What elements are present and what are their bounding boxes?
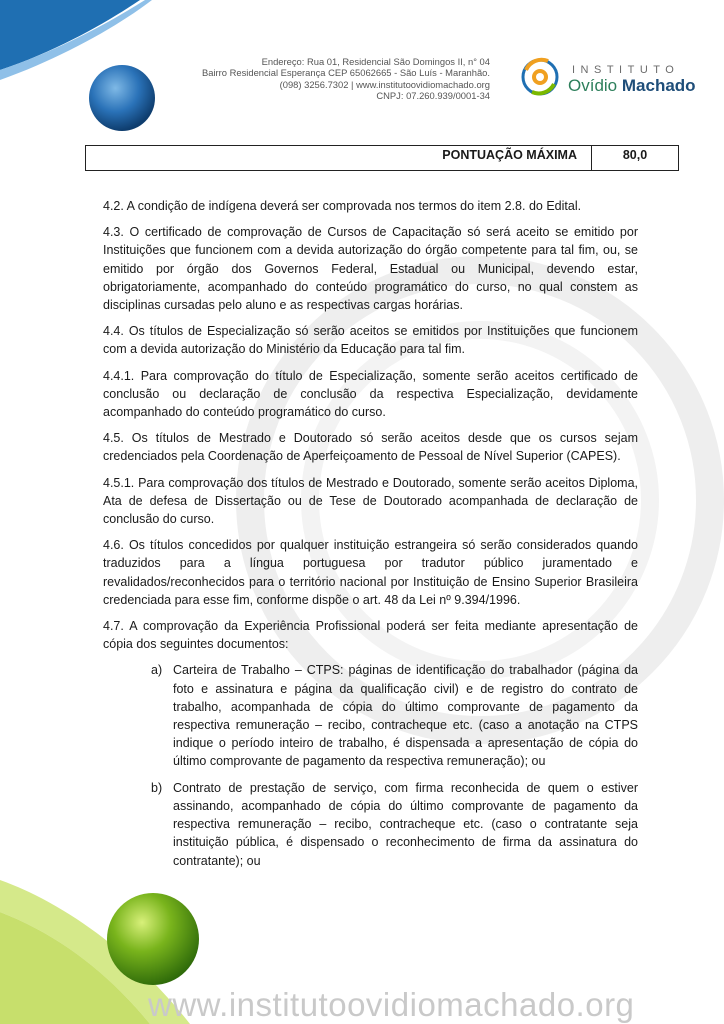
logo-name-regular: Ovídio [568,76,618,95]
green-orb [107,893,199,985]
score-value: 80,0 [591,146,678,170]
institute-logo [518,52,698,102]
address-line: Endereço: Rua 01, Residencial São Domingos II, n° 04 [261,56,490,67]
paragraph: 4.2. A condição de indígena deverá ser comprovada nos termos do item 2.8. do Edital. [103,199,582,213]
paragraph: 4.6. Os títulos concedidos por qualquer instituição estrangeira só serão considerados quando traduzidos para a língua portuguesa por tradutor público juramentado e revalidados/reconhecidos para o território nacional por Instituição de Ensino Superior Brasileira credenciada para esse fim, conforme dispõe o art. 48 da Lei nº 9.394/1996. [103,538,638,607]
document-body [103,197,638,878]
footer-watermark-url: www.institutoovidiomachado.org [148,986,635,1023]
paragraph: 4.7. A comprovação da Experiência Profissional poderá ser feita mediante apresentação de cópia dos seguintes documentos: [103,619,638,652]
paragraph: 4.5.1. Para comprovação dos títulos de Mestrado e Doutorado, somente serão aceitos Diploma, Ata de defesa de Dissertação ou de Tese de Doutorado acompanhada de declaração de conclusão do curso. [103,475,638,527]
list-item [151,779,638,870]
blue-orb [89,65,155,131]
paragraph: 4.5. Os títulos de Mestrado e Doutorado só serão aceitos desde que os cursos sejam credenciados pela Coordenação de Aperfeiçoamento de Pessoal de Nível Superior (CAPES). [103,431,638,464]
paragraph: 4.3. O certificado de comprovação de Cursos de Capacitação só será aceito se emitido por Instituições que funcionem com a devida autorização do órgão competente para tal fim, ou, se emitido por órgão dos Governos Federal, Estadual ou Municipal, devendo estar, obrigatoriamente, acompanhado do conteúdo programático do curso, no qual constem as disciplinas cursadas pelo aluno e as respectivas cargas horárias. [103,225,638,313]
list-text: Carteira de Trabalho – CTPS: páginas de identificação do trabalhador (página da foto e assinatura e página da qualificação civil) e de registro do contrato de trabalho, acompanhada de cópia do último comprovante de pagamento da respectiva remuneração – recibo, contracheque etc. (caso a anotação na CTPS indique o período inteiro de trabalho, é dispensada a apresentação de cópia do último comprovante de pagamento da respectiva remuneração); ou [173,663,638,769]
list-item [151,661,638,770]
address-line: (098) 3256.7302 | www.institutoovidiomachado.org [279,78,490,90]
list-marker: b) [151,780,163,795]
logo-name [568,76,696,96]
list-text: Contrato de prestação de serviço, com firma reconhecida de quem o estiver assinando, acompanhado de cópia do último comprovante de pagamento da respectiva remuneração – recibo, contracheque etc. (caso o contratante seja instituição pública, é dispensado o reconhecimento de firma da assinatura do contratante); ou [173,780,638,868]
header-address [190,56,490,102]
score-table [85,145,679,171]
address-line: CNPJ: 07.260.939/0001-34 [376,90,490,102]
logo-name-bold: Machado [621,76,696,95]
document-list [151,661,638,869]
logo-top-text: INSTITUTO [572,64,680,76]
paragraph: 4.4.1. Para comprovação do título de Especialização, somente serão aceitos certificado de conclusão ou declaração de conclusão da respectiva Especialização, devidamente acompanhado do conteúdo programático do curso. [103,368,638,420]
list-marker: a) [151,663,163,678]
score-label: PONTUAÇÃO MÁXIMA [442,148,577,162]
address-line: Bairro Residencial Esperança CEP 65062665 - São Luís - Maranhão. [201,67,490,79]
header-swoosh [0,0,140,70]
logo-mark-icon [518,54,566,100]
paragraph: 4.4. Os títulos de Especialização só serão aceitos se emitidos por Instituições que funcionem com a devida autorização do Ministério da Educação para tal fim. [103,324,638,357]
